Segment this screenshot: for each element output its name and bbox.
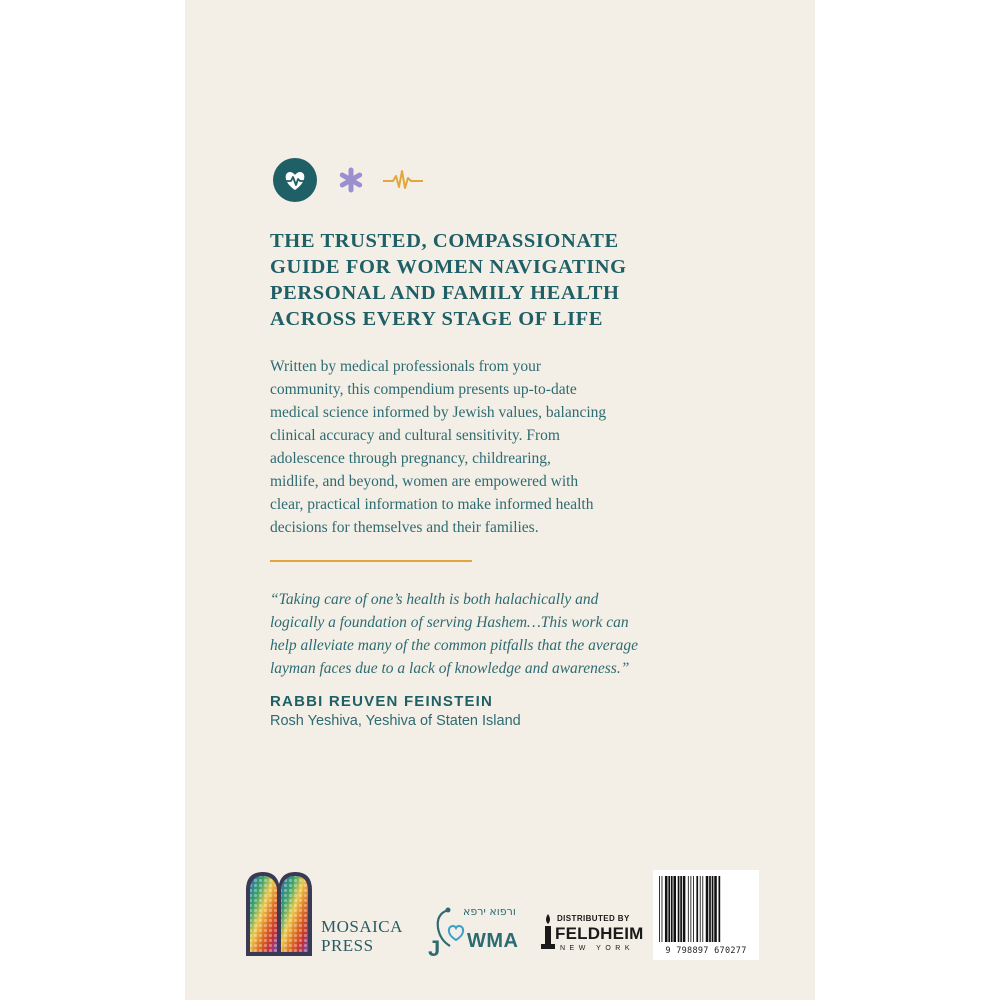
mosaica-wordmark-line: PRESS bbox=[321, 936, 374, 955]
description-paragraph bbox=[270, 355, 670, 539]
quote-line: layman faces due to a lack of knowledge and awareness.” bbox=[270, 660, 630, 677]
barcode-bar bbox=[700, 876, 701, 942]
jwma-wordmark: WMA bbox=[467, 930, 519, 952]
barcode-bar bbox=[671, 876, 673, 942]
quote-line: “Taking care of one’s health is both halachically and bbox=[270, 591, 599, 608]
barcode-bar bbox=[662, 876, 663, 942]
svg-text:J: J bbox=[428, 936, 441, 960]
quote-line: logically a foundation of serving Hashem…This work can bbox=[270, 614, 629, 631]
heart-pulse-icon bbox=[273, 158, 317, 202]
barcode-bar bbox=[678, 876, 680, 942]
feldheim-city: NEW YORK bbox=[560, 945, 634, 952]
barcode-bar bbox=[690, 876, 691, 942]
barcode-bar bbox=[702, 876, 703, 942]
barcode-bar bbox=[714, 876, 717, 942]
mosaica-wordmark-line: MOSAICA bbox=[321, 917, 403, 936]
barcode-bar bbox=[693, 876, 694, 942]
barcode-bar bbox=[680, 876, 682, 942]
jwma-hebrew-motto: ורפוא ירפא bbox=[463, 905, 516, 918]
description-line: medical science informed by Jewish values, balancing bbox=[270, 404, 607, 421]
barcode-bar bbox=[659, 876, 660, 942]
book-back-cover bbox=[185, 0, 815, 1000]
quote-line: help alleviate many of the common pitfalls that the average bbox=[270, 637, 639, 654]
endorser-name: RABBI REUVEN FEINSTEIN bbox=[270, 693, 494, 710]
barcode-bar bbox=[709, 876, 711, 942]
endorser-title: Rosh Yeshiva, Yeshiva of Staten Island bbox=[270, 713, 521, 729]
feldheim-wordmark: FELDHEIM bbox=[555, 924, 644, 943]
barcode-bars bbox=[653, 870, 759, 946]
headline-line: ACROSS EVERY STAGE OF LIFE bbox=[270, 308, 604, 330]
barcode-bar bbox=[673, 876, 676, 942]
barcode-bar bbox=[665, 876, 668, 942]
description-line: community, this compendium presents up-to-date bbox=[270, 381, 577, 398]
headline bbox=[270, 228, 750, 332]
divider-rule bbox=[270, 560, 472, 562]
feldheim-distributed-by: DISTRIBUTED BY bbox=[557, 914, 630, 923]
isbn-barcode bbox=[653, 870, 759, 960]
barcode-bar bbox=[706, 876, 709, 942]
description-line: Written by medical professionals from your bbox=[270, 358, 541, 375]
barcode-bar bbox=[683, 876, 686, 942]
barcode-bar bbox=[719, 876, 721, 942]
headline-line: PERSONAL AND FAMILY HEALTH bbox=[270, 282, 620, 304]
mosaica-press-wordmark bbox=[321, 917, 403, 955]
heartbeat-line-icon bbox=[383, 168, 423, 192]
barcode-bar bbox=[696, 876, 698, 942]
barcode-bar bbox=[688, 876, 689, 942]
description-line: clinical accuracy and cultural sensitivity. From bbox=[270, 427, 560, 444]
headline-line: THE TRUSTED, COMPASSIONATE bbox=[270, 230, 619, 252]
description-line: adolescence through pregnancy, childrearing, bbox=[270, 450, 551, 467]
asterisk-icon bbox=[337, 166, 365, 194]
description-line: decisions for themselves and their families. bbox=[270, 519, 539, 536]
barcode-bar bbox=[668, 876, 670, 942]
description-line: midlife, and beyond, women are empowered with bbox=[270, 473, 579, 490]
headline-line: GUIDE FOR WOMEN NAVIGATING bbox=[270, 256, 627, 278]
isbn-number: 9 798897 670277 bbox=[665, 946, 747, 956]
icon-row bbox=[273, 158, 433, 200]
barcode-bar bbox=[712, 876, 714, 942]
endorsement-quote bbox=[270, 588, 690, 680]
description-line: clear, practical information to make informed health bbox=[270, 496, 594, 513]
